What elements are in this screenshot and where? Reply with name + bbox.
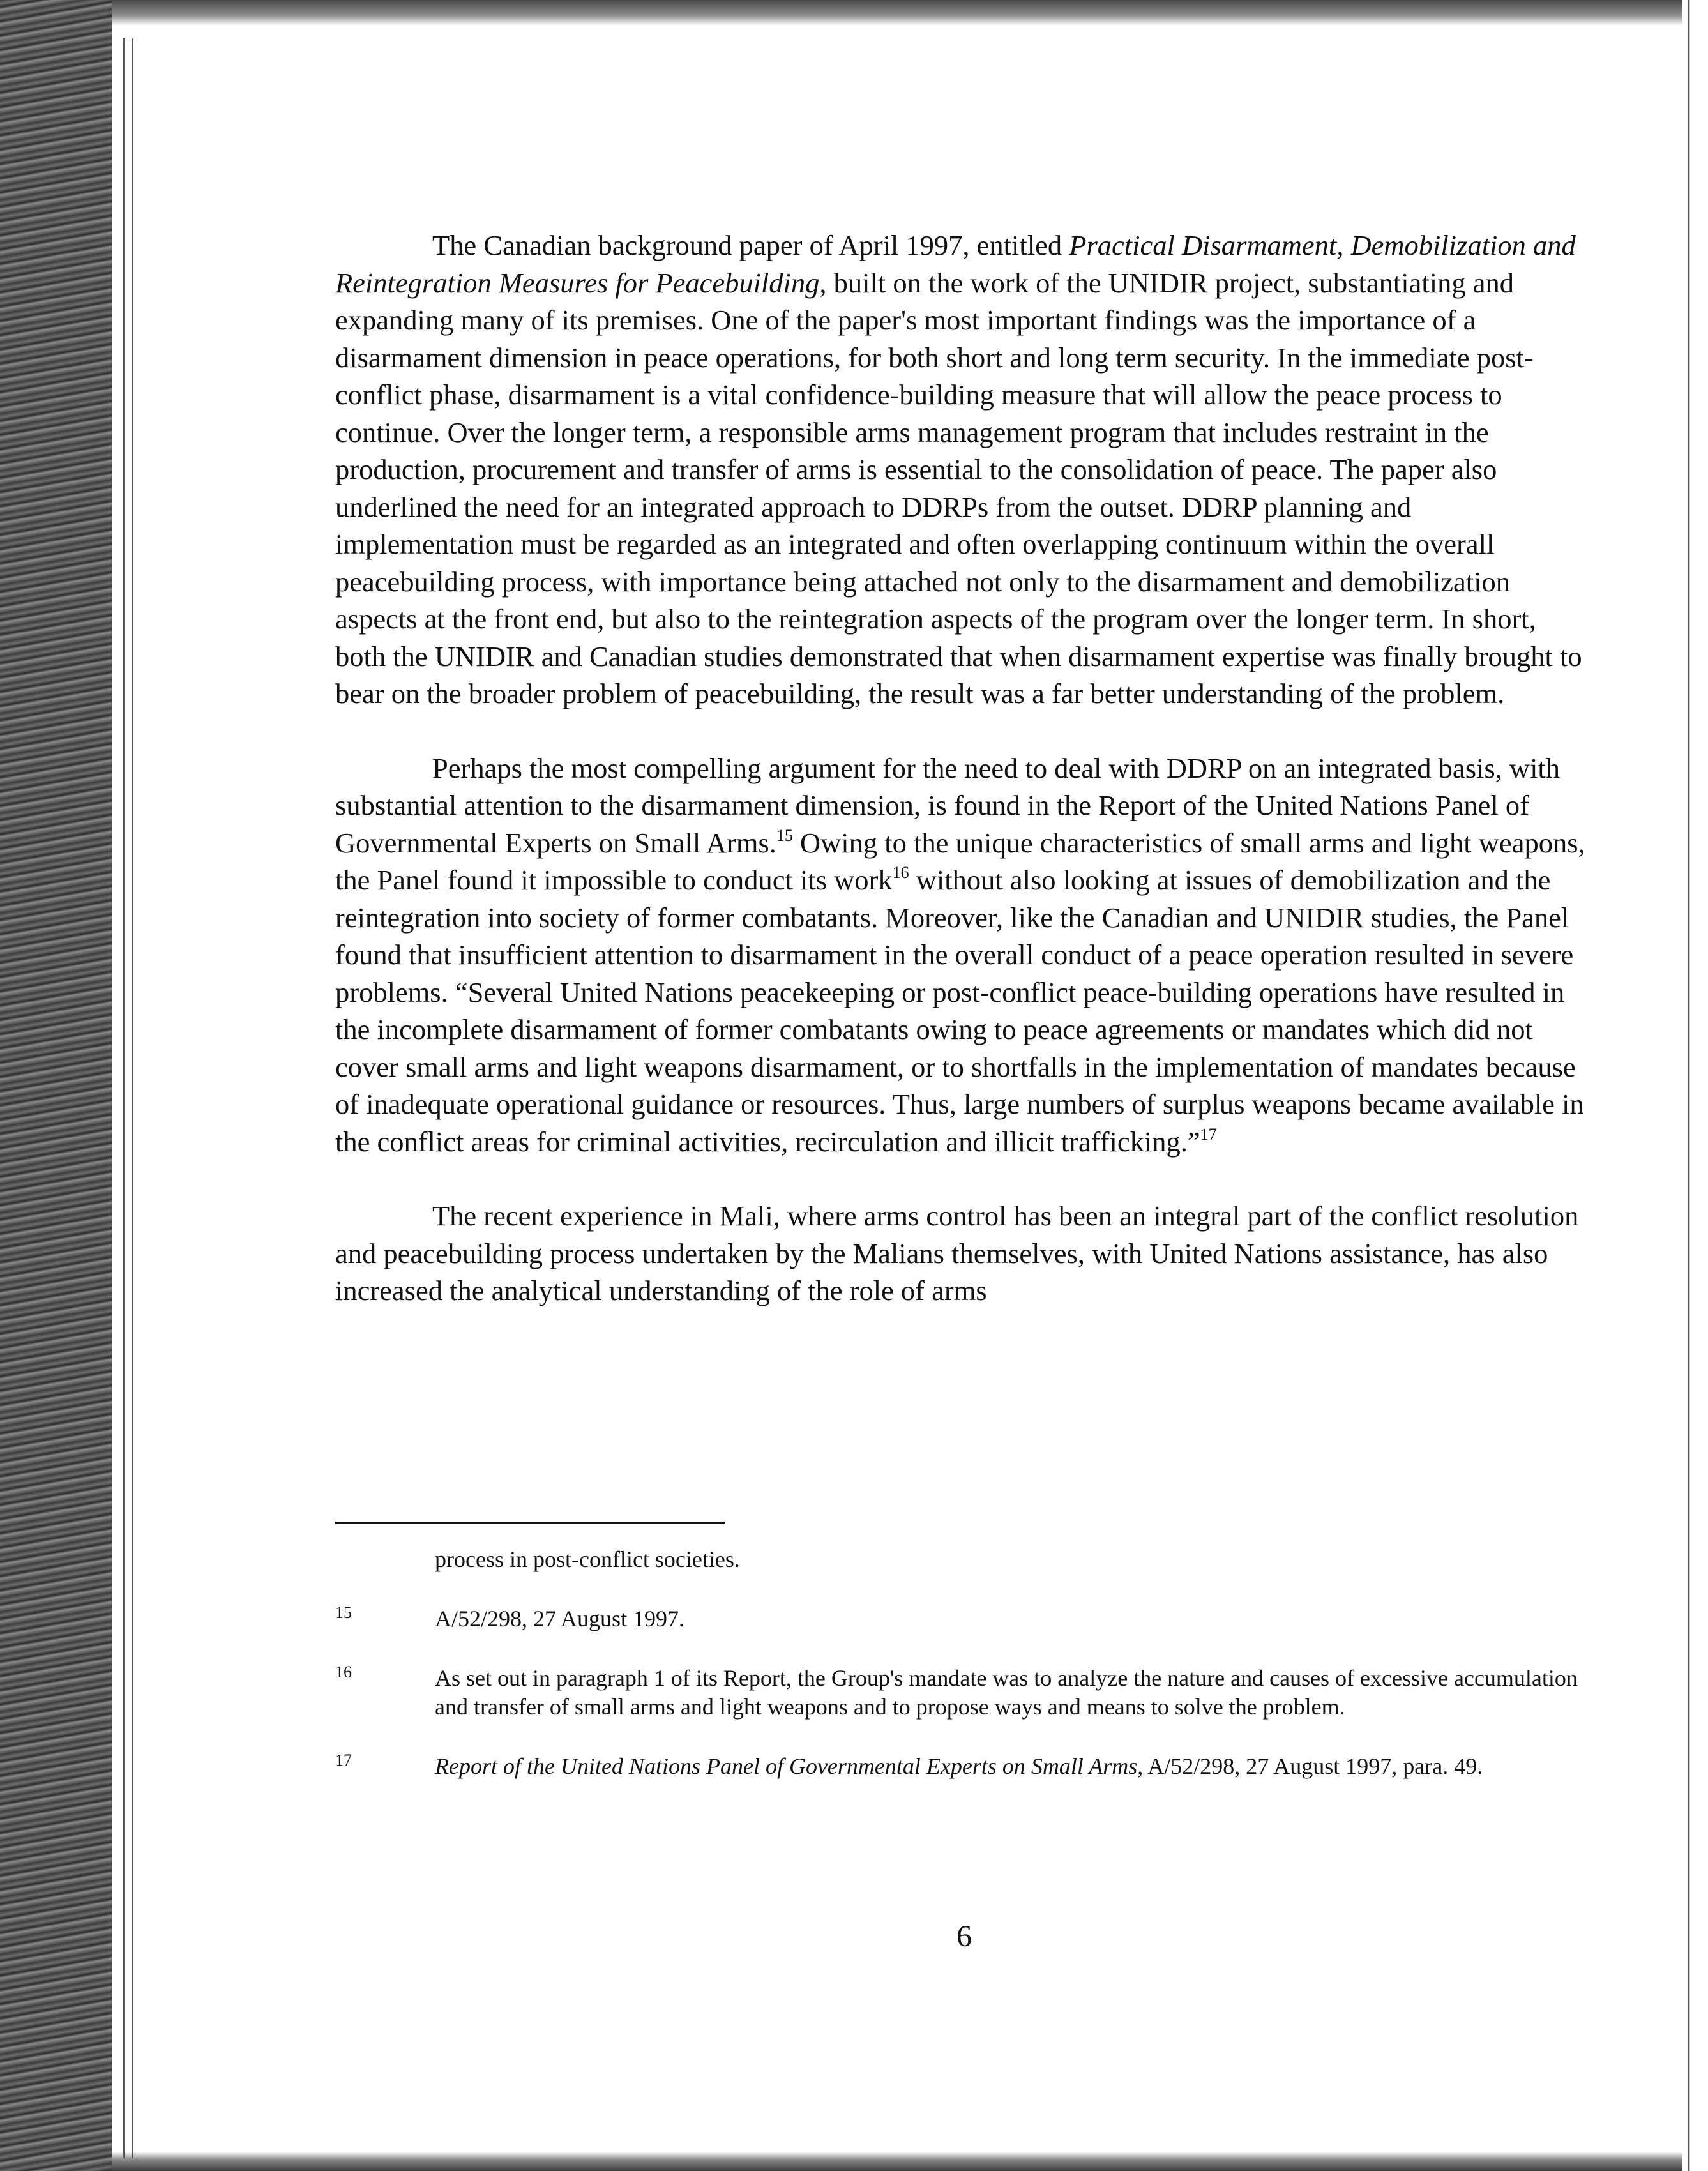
scan-edge-right bbox=[1682, 0, 1708, 2171]
footnote-number: 17 bbox=[335, 1751, 352, 1769]
footnote-17-text: , A/52/298, 27 August 1997, para. 49. bbox=[1137, 1753, 1483, 1779]
footnote-text bbox=[435, 1752, 1587, 1781]
footnote-continuation: process in post-conflict societies. bbox=[435, 1547, 740, 1572]
footnote-ref-16[interactable]: 16 bbox=[892, 863, 909, 882]
footnote-17-title: Report of the United Nations Panel of Governmental Experts on Small Arms bbox=[435, 1753, 1138, 1779]
paragraph-2-text-a: Perhaps the most compelling argument for the need to deal with DDRP on an integrated basis, with substantial attention to the disarmament dimension, is found in the Report of the United Nations Panel of Governmental Experts on Small Arms. bbox=[335, 752, 1561, 859]
paragraph-1-title: Practical Disarmament, Demobilization and Reintegration Measures for Peacebuilding bbox=[335, 229, 1576, 299]
page-body bbox=[335, 227, 1587, 1347]
footnote-ref-15[interactable]: 15 bbox=[776, 826, 793, 845]
paragraph-1-text-a: The Canadian background paper of April 1997, entitled bbox=[432, 229, 1069, 261]
footnote-16 bbox=[335, 1664, 1587, 1721]
page-number: 6 bbox=[956, 1919, 972, 1953]
footnote-number: 15 bbox=[335, 1603, 352, 1622]
paragraph-2-text-b: Owing to the unique characteristics of small arms and light weapons, the Panel found it impossible to conduct its work bbox=[335, 826, 1585, 896]
scan-edge-bottom bbox=[112, 2152, 1708, 2171]
paragraph-2-text-c: without also looking at issues of demobilization and the reintegration into society of former combatants. Moreover, like the Canadian and UNIDIR studies, the Panel found that insufficient attention to disarmament in the overall conduct of a peace operation resulted in severe problems. “Several United Nations peacekeeping or post-conflict peace-building operations have resulted in the incomplete disarmament of former combatants owing to peace agreements or mandates which did not cover small arms and light weapons disarmament, or to shortfalls in the implementation of mandates because of inadequate operational guidance or resources. Thus, large numbers of surplus weapons became available in the conflict areas for criminal activities, recirculation and illicit trafficking.” bbox=[335, 864, 1584, 1158]
paragraph-1-text-b: , built on the work of the UNIDIR project, substantiating and expanding many of its premises. One of the paper's most important findings was the importance of a disarmament dimension in peace operations, for both short and long term security. In the immediate post-conflict phase, disarmament is a vital confidence-building measure that will allow the peace process to continue. Over the longer term, a responsible arms management program that includes restraint in the production, procurement and transfer of arms is essential to the consolidation of peace. The paper also underlined the need for an integrated approach to DDRPs from the outset. DDRP planning and implementation must be regarded as an integrated and often overlapping continuum within the overall peacebuilding process, with importance being attached not only to the disarmament and demobilization aspects at the front end, but also to the reintegration aspects of the program over the longer term. In short, both the UNIDIR and Canadian studies demonstrated that when disarmament expertise was finally brought to bear on the broader problem of peacebuilding, the result was a far better understanding of the problem. bbox=[335, 266, 1582, 709]
scan-edge-top bbox=[112, 0, 1708, 26]
paragraph-1 bbox=[335, 227, 1587, 713]
footnote-number: 16 bbox=[335, 1663, 352, 1681]
paragraph-3: The recent experience in Mali, where arms control has been an integral part of the conflict resolution and peacebuilding process undertaken by the Malians themselves, with United Nations assistance, has also increased the analytical understanding of the role of arms bbox=[335, 1200, 1579, 1306]
binding-line bbox=[123, 38, 125, 2158]
footnotes bbox=[335, 1545, 1587, 1781]
footnote-17 bbox=[335, 1752, 1587, 1781]
binding-line bbox=[132, 38, 133, 2158]
footnote-separator bbox=[335, 1522, 725, 1524]
footnote-15 bbox=[335, 1605, 1587, 1633]
footnote-text: A/52/298, 27 August 1997. bbox=[435, 1606, 685, 1631]
paragraph-2 bbox=[335, 750, 1587, 1161]
footnote-ref-17[interactable]: 17 bbox=[1200, 1124, 1217, 1144]
scan-edge-left bbox=[0, 0, 112, 2171]
footnote-text: As set out in paragraph 1 of its Report, the Group's mandate was to analyze the nature and causes of excessive accumulation and transfer of small arms and light weapons and to propose ways and means to solve the problem. bbox=[435, 1665, 1578, 1720]
